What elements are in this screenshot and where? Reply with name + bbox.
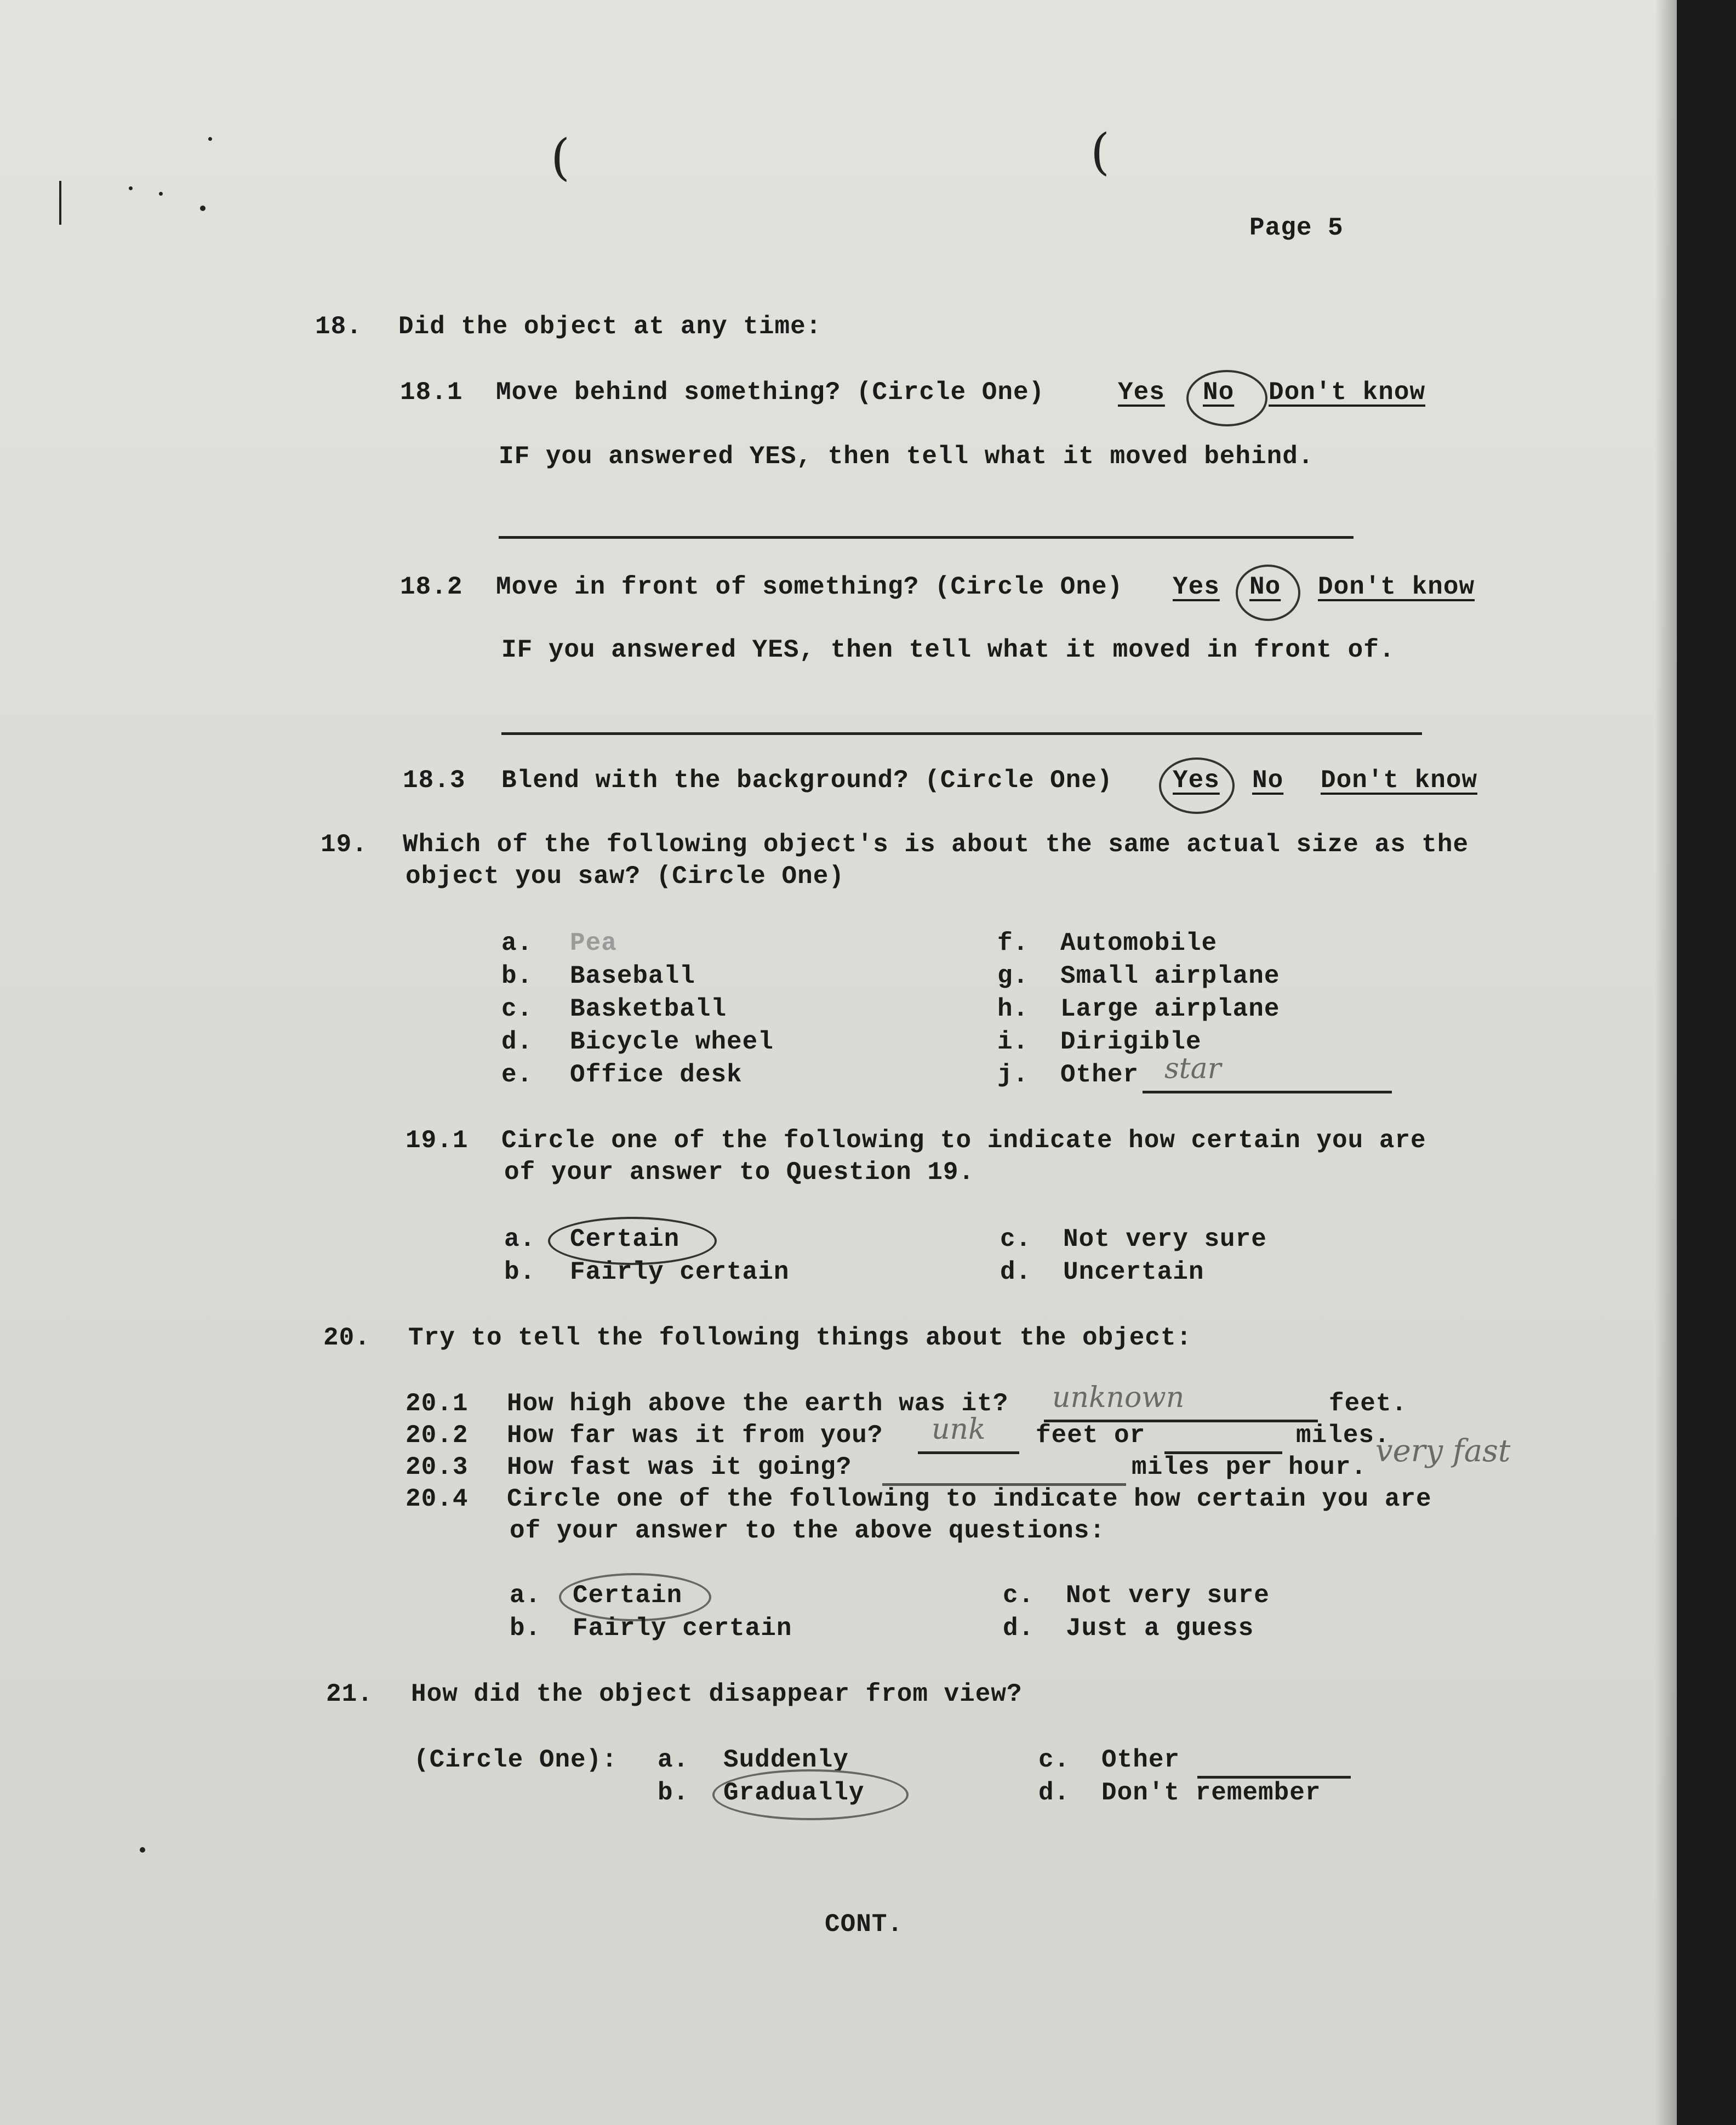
q19-option-i-label: Dirigible <box>1060 1028 1202 1056</box>
scan-speck <box>208 137 212 141</box>
q19-other-line <box>1143 1091 1392 1093</box>
q19-option-a-label: Pea <box>570 929 617 958</box>
q20-2-number: 20.2 <box>406 1421 469 1450</box>
q20-1-answer: unknown <box>1052 1381 1185 1414</box>
q19-option-j-label: Other <box>1060 1061 1139 1089</box>
q20-4-option-b-label: Fairly certain <box>573 1614 792 1643</box>
q20-2-answer-line <box>918 1451 1019 1454</box>
q19-1-option-a-label: Certain <box>570 1225 680 1254</box>
q19-1-option-d-letter: d. <box>1000 1258 1032 1286</box>
q21-option-b-label: Gradually <box>723 1779 865 1807</box>
scan-mark-right-paren: ( <box>1090 123 1110 181</box>
q20-4-option-c-letter: c. <box>1003 1581 1035 1610</box>
q19-other-handwritten: star <box>1164 1052 1221 1085</box>
scan-speck <box>129 186 133 190</box>
q21-option-a-label: Suddenly <box>723 1746 849 1774</box>
q19-1-text-line2: of your answer to Question 19. <box>504 1158 975 1187</box>
q19-text-line1: Which of the following object's is about the same actual size as the <box>403 830 1469 859</box>
q19-option-b-letter: b. <box>501 962 533 990</box>
q18-2-no: No <box>1249 573 1281 601</box>
q19-1-option-c-letter: c. <box>1000 1225 1032 1254</box>
q20-3-margin-note: very fast <box>1375 1433 1511 1469</box>
q20-4-option-b-letter: b. <box>510 1614 541 1643</box>
q20-4-option-c-label: Not very sure <box>1066 1581 1270 1610</box>
q18-text: Did the object at any time: <box>398 312 822 341</box>
q19-option-g-label: Small airplane <box>1060 962 1280 990</box>
scan-mark-left-paren: ( <box>551 129 570 186</box>
q20-3-number: 20.3 <box>406 1453 469 1482</box>
q20-4-text-line2: of your answer to the above questions: <box>510 1517 1105 1545</box>
q19-option-h-letter: h. <box>997 995 1029 1023</box>
q19-1-option-d-label: Uncertain <box>1063 1258 1204 1286</box>
q18-2-dont-know: Don't know <box>1318 573 1475 601</box>
q20-4-option-d-label: Just a guess <box>1066 1614 1254 1643</box>
page-number: Page 5 <box>1249 214 1344 242</box>
q19-option-a-letter: a. <box>501 929 533 958</box>
q20-1-number: 20.1 <box>406 1389 469 1418</box>
q18-1-no: No <box>1203 378 1235 407</box>
q19-option-j-letter: j. <box>997 1061 1029 1089</box>
q20-4-number: 20.4 <box>406 1485 469 1513</box>
q21-number: 21. <box>326 1680 373 1708</box>
q19-option-e-label: Office desk <box>570 1061 743 1089</box>
q18-1-text: Move behind something? (Circle One) <box>496 378 1045 407</box>
q20-4-option-a-label: Certain <box>573 1581 683 1610</box>
q20-2-mid: feet or <box>1036 1421 1146 1450</box>
q20-3-unit: miles per hour. <box>1132 1453 1367 1482</box>
q21-answer-circle <box>712 1769 909 1820</box>
q20-number: 20. <box>323 1324 370 1352</box>
q18-3-dont-know: Don't know <box>1321 766 1478 795</box>
q18-1-dont-know: Don't know <box>1269 378 1426 407</box>
q18-3-yes: Yes <box>1173 766 1220 795</box>
q20-text: Try to tell the following things about the object: <box>408 1324 1192 1352</box>
q18-2-followup: IF you answered YES, then tell what it moved in front of. <box>501 636 1395 664</box>
q20-2-text: How far was it from you? <box>507 1421 883 1450</box>
q21-option-a-letter: a. <box>658 1746 689 1774</box>
q20-2-unit: miles. <box>1296 1421 1390 1450</box>
q19-option-d-letter: d. <box>501 1028 533 1056</box>
q19-1-number: 19.1 <box>406 1126 469 1155</box>
scan-speck <box>200 206 205 211</box>
q18-2-text: Move in front of something? (Circle One) <box>496 573 1123 601</box>
q19-1-option-b-letter: b. <box>504 1258 536 1286</box>
q19-option-c-letter: c. <box>501 995 533 1023</box>
q18-3-number: 18.3 <box>403 766 466 795</box>
q20-4-text-line1: Circle one of the following to indicate how certain you are <box>507 1485 1432 1513</box>
q19-1-option-c-label: Not very sure <box>1063 1225 1267 1254</box>
q19-option-b-label: Baseball <box>570 962 695 990</box>
q19-number: 19. <box>321 830 368 859</box>
q19-option-d-label: Bicycle wheel <box>570 1028 774 1056</box>
q20-1-text: How high above the earth was it? <box>507 1389 1009 1418</box>
continued-label: CONT. <box>825 1910 904 1939</box>
q20-1-unit: feet. <box>1329 1389 1408 1418</box>
q20-4-option-d-letter: d. <box>1003 1614 1035 1643</box>
q20-2-answer: unk <box>932 1413 986 1446</box>
q19-option-g-letter: g. <box>997 962 1029 990</box>
q19-text-line2: object you saw? (Circle One) <box>406 862 844 891</box>
q18-3-no: No <box>1252 766 1284 795</box>
scan-speck <box>140 1847 145 1853</box>
q19-option-i-letter: i. <box>997 1028 1029 1056</box>
q21-option-d-label: Don't remember <box>1101 1779 1321 1807</box>
q19-1-option-b-label: Fairly certain <box>570 1258 790 1286</box>
q18-1-answer-circle <box>1186 370 1267 426</box>
q18-1-yes: Yes <box>1118 378 1165 407</box>
q19-option-f-label: Automobile <box>1060 929 1218 958</box>
q21-option-c-letter: c. <box>1038 1746 1070 1774</box>
q19-1-option-a-letter: a. <box>504 1225 536 1254</box>
scan-edge-mark <box>59 181 61 225</box>
q19-option-f-letter: f. <box>997 929 1029 958</box>
q18-2-number: 18.2 <box>400 573 463 601</box>
q18-1-answer-line <box>499 536 1354 539</box>
q19-option-h-label: Large airplane <box>1060 995 1280 1023</box>
q18-1-followup: IF you answered YES, then tell what it moved behind. <box>499 442 1314 471</box>
q21-option-d-letter: d. <box>1038 1779 1070 1807</box>
q18-number: 18. <box>315 312 362 341</box>
q19-option-c-label: Basketball <box>570 995 727 1023</box>
q19-option-e-letter: e. <box>501 1061 533 1089</box>
scan-speck <box>159 192 163 196</box>
q21-prompt: (Circle One): <box>414 1746 618 1774</box>
q18-3-text: Blend with the background? (Circle One) <box>501 766 1113 795</box>
q18-2-answer-line <box>501 732 1422 735</box>
q21-text: How did the object disappear from view? <box>411 1680 1023 1708</box>
q21-option-b-letter: b. <box>658 1779 689 1807</box>
q21-option-c-label: Other <box>1101 1746 1180 1774</box>
q19-1-text-line1: Circle one of the following to indicate how certain you are <box>501 1126 1426 1155</box>
q18-2-answer-circle <box>1236 565 1300 621</box>
q18-1-number: 18.1 <box>400 378 463 407</box>
q20-4-option-a-letter: a. <box>510 1581 541 1610</box>
q20-3-text: How fast was it going? <box>507 1453 852 1482</box>
q18-3-answer-circle <box>1159 757 1235 814</box>
q18-2-yes: Yes <box>1173 573 1220 601</box>
